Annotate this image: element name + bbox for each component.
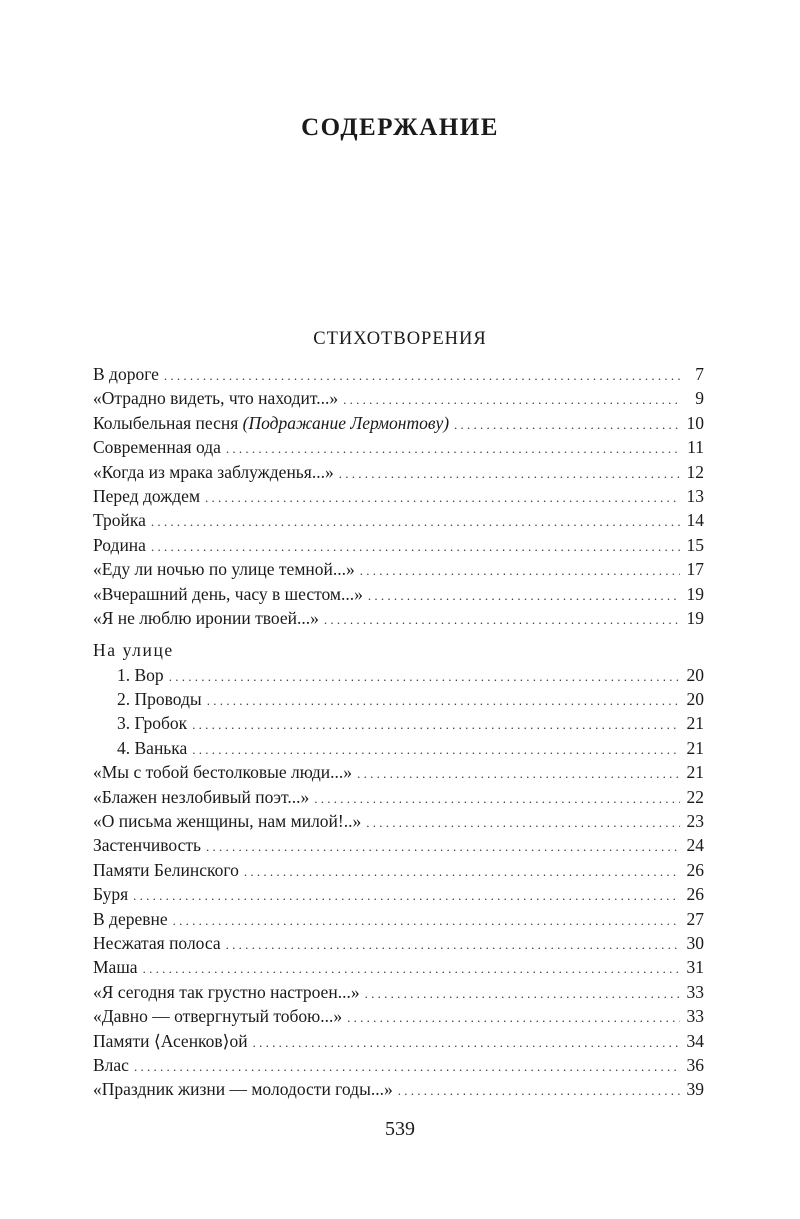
toc-entry-page: 11 <box>687 437 704 458</box>
dot-leader <box>357 762 680 786</box>
toc-entry <box>93 1053 704 1077</box>
toc-entry <box>93 736 704 760</box>
toc-entry-title: Родина <box>93 534 146 555</box>
toc-entry <box>93 557 704 581</box>
toc-entry-title: «Отрадно видеть, что находит...» <box>93 388 339 409</box>
toc-entry <box>93 606 704 630</box>
toc-entry <box>93 362 704 386</box>
toc-entry-page: 15 <box>686 534 704 555</box>
toc-entry-title: В деревне <box>93 908 168 929</box>
toc-entry-page: 9 <box>695 388 704 409</box>
dot-leader <box>205 486 680 510</box>
toc-entry-title: 2. Проводы <box>117 689 202 710</box>
toc-entry-title: Перед дождем <box>93 485 201 506</box>
toc-entry-page: 33 <box>686 981 704 1002</box>
toc-entry-title: 3. Гробок <box>117 713 188 734</box>
toc-entry-page: 21 <box>686 737 704 758</box>
toc-entry-page: 26 <box>686 859 704 880</box>
toc-entry <box>93 711 704 735</box>
group-heading: На улице <box>93 640 174 661</box>
toc-entry <box>93 907 704 931</box>
dot-leader <box>398 1079 680 1103</box>
toc-entry-page: 21 <box>686 762 704 783</box>
toc-entry-title: Современная ода <box>93 437 221 458</box>
dot-leader <box>207 689 680 713</box>
toc-entry-page: 33 <box>686 1006 704 1027</box>
toc-entry <box>93 809 704 833</box>
dot-leader <box>253 1031 680 1055</box>
dot-leader <box>134 1055 680 1079</box>
dot-leader <box>173 909 680 933</box>
toc-entry-title: Застенчивость <box>93 835 201 856</box>
toc-entry-page: 13 <box>686 485 704 506</box>
toc-entry-page: 19 <box>686 583 704 604</box>
toc-entry-page: 10 <box>686 412 704 433</box>
dot-leader <box>454 413 680 437</box>
toc-entry-title: Тройка <box>93 510 146 531</box>
toc-entry-page: 22 <box>686 786 704 807</box>
dot-leader <box>366 811 680 835</box>
toc-entry-page: 20 <box>686 689 704 710</box>
dot-leader <box>339 462 680 486</box>
toc-entry-title: Несжатая полоса <box>93 932 221 953</box>
dot-leader <box>151 510 680 534</box>
dot-leader <box>343 388 680 412</box>
toc-entry <box>93 1029 704 1053</box>
toc-entry-page: 34 <box>686 1030 704 1051</box>
toc-entry-title: «Мы с тобой бестолковые люди...» <box>93 762 353 783</box>
toc-entry-page: 19 <box>686 607 704 628</box>
toc-entry-title: «Когда из мрака заблужденья...» <box>93 461 334 482</box>
dot-leader <box>192 713 680 737</box>
dot-leader <box>226 437 680 461</box>
page-title: СОДЕРЖАНИЕ <box>301 114 499 141</box>
dot-leader <box>244 860 680 884</box>
toc-entry-title: Памяти ⟨Асенков⟩ой <box>93 1030 248 1051</box>
dot-leader <box>164 364 680 388</box>
toc-entry <box>93 980 704 1004</box>
toc-entry-page: 30 <box>686 932 704 953</box>
toc-entry-page: 24 <box>686 835 704 856</box>
toc-entry-title: Маша <box>93 957 138 978</box>
toc-list-main <box>93 362 704 630</box>
toc-entry-title: «Вчерашний день, часу в шестом...» <box>93 583 363 604</box>
toc-entry-subtitle: (Подражание Лермонтову) <box>242 412 450 433</box>
toc-entry <box>93 484 704 508</box>
toc-entry <box>93 833 704 857</box>
toc-entry-title: Влас <box>93 1054 129 1075</box>
toc-entry-page: 21 <box>686 713 704 734</box>
toc-entry <box>93 533 704 557</box>
toc-entry <box>93 386 704 410</box>
toc-entry <box>93 931 704 955</box>
toc-entry-page: 26 <box>686 884 704 905</box>
toc-entry-title: Памяти Белинского <box>93 859 239 880</box>
dot-leader <box>169 665 680 689</box>
toc-entry-title: 1. Вор <box>117 664 164 685</box>
dot-leader <box>324 608 680 632</box>
toc-entry-page: 36 <box>686 1054 704 1075</box>
dot-leader <box>360 559 680 583</box>
toc-entry-page: 20 <box>686 664 704 685</box>
toc-entry <box>93 411 704 435</box>
toc-entry-page: 39 <box>686 1079 704 1100</box>
dot-leader <box>368 584 680 608</box>
toc-entry-title: Колыбельная песня (Подражание Лермонтову) <box>93 412 450 433</box>
dot-leader <box>192 738 680 762</box>
toc-list-group <box>93 663 704 761</box>
dot-leader <box>206 835 680 859</box>
toc-entry-page: 12 <box>686 461 704 482</box>
toc-entry-page: 31 <box>686 957 704 978</box>
toc-entry <box>93 785 704 809</box>
toc-entry <box>93 582 704 606</box>
toc-entry <box>93 955 704 979</box>
toc-entry <box>93 1077 704 1101</box>
toc-entry-title: Буря <box>93 884 129 905</box>
toc-entry-title: «Праздник жизни — молодости годы...» <box>93 1079 393 1100</box>
section-title: СТИХОТВОРЕНИЯ <box>313 329 487 349</box>
toc-entry <box>93 760 704 784</box>
toc-entry-page: 23 <box>686 811 704 832</box>
toc-entry-title: «Я не люблю иронии твоей...» <box>93 607 319 628</box>
toc-entry-title: «Еду ли ночью по улице темной...» <box>93 559 355 580</box>
dot-leader <box>151 535 680 559</box>
dot-leader <box>347 1006 680 1030</box>
toc-entry <box>93 508 704 532</box>
toc-entry-page: 14 <box>686 510 704 531</box>
toc-entry-title: В дороге <box>93 364 159 384</box>
toc-entry-page: 7 <box>695 364 704 384</box>
toc-entry <box>93 663 704 687</box>
toc-entry-title: 4. Ванька <box>117 737 188 758</box>
toc-entry <box>93 882 704 906</box>
dot-leader <box>133 884 680 908</box>
toc-list-rest <box>93 760 704 1101</box>
toc-entry-title: «Блажен незлобивый поэт...» <box>93 786 310 807</box>
toc-entry <box>93 1004 704 1028</box>
dot-leader <box>314 787 680 811</box>
page-number: 539 <box>385 1118 415 1140</box>
toc-entry-page: 17 <box>686 559 704 580</box>
table-of-contents <box>93 362 704 1102</box>
toc-entry-page: 27 <box>686 908 704 929</box>
dot-leader <box>226 933 680 957</box>
dot-leader <box>365 982 680 1006</box>
toc-entry-title: «Давно — отвергнутый тобою...» <box>93 1006 343 1027</box>
toc-entry-title: «Я сегодня так грустно настроен...» <box>93 981 360 1002</box>
toc-entry <box>93 460 704 484</box>
toc-entry <box>93 687 704 711</box>
dot-leader <box>143 957 680 981</box>
toc-entry <box>93 858 704 882</box>
toc-entry-title: «О письма женщины, нам милой!..» <box>93 811 362 832</box>
toc-entry <box>93 435 704 459</box>
